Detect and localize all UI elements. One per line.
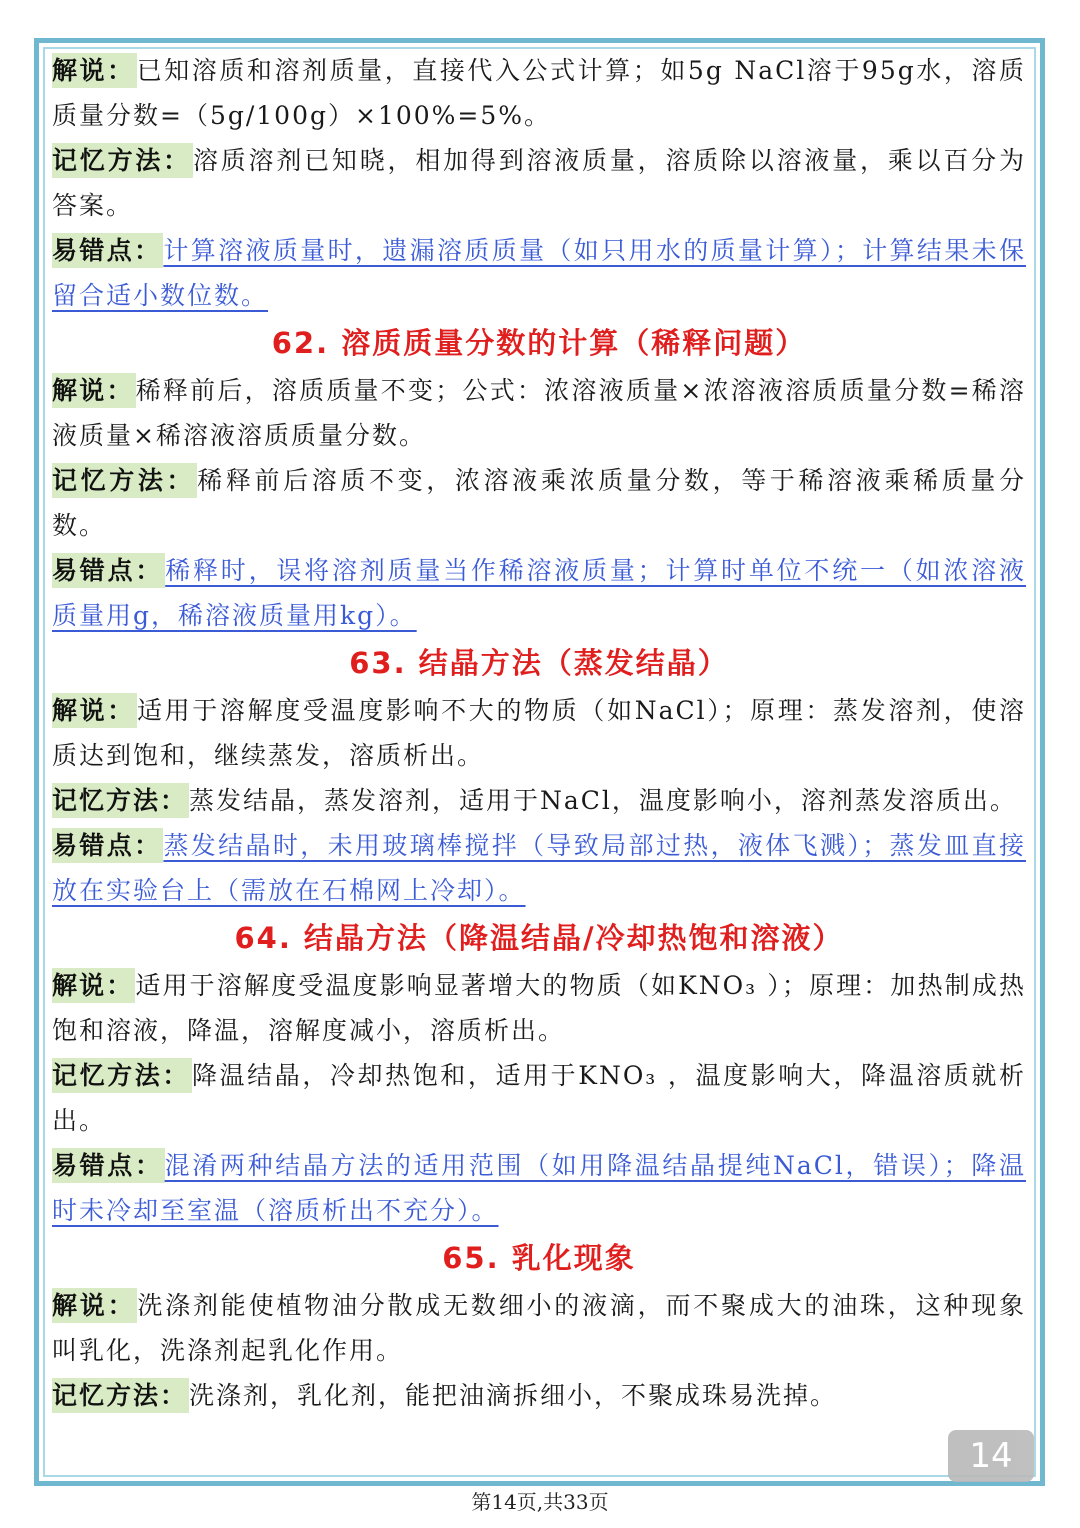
memory-text: 降温结晶，冷却热饱和，适用于KNO₃ ，温度影响大，降温溶质就析出。 xyxy=(52,1061,1026,1135)
memory-text: 蒸发结晶，蒸发溶剂，适用于NaCl，温度影响小，溶剂蒸发溶质出。 xyxy=(189,786,1017,815)
section-62-title: 62. 溶质质量分数的计算（稀释问题） xyxy=(271,326,807,360)
s62-explain xyxy=(52,368,1026,458)
error-text: 混淆两种结晶方法的适用范围（如用降温结晶提纯NaCl，错误）；降温时未冷却至室温（溶质析出不充分）。 xyxy=(52,1151,1026,1225)
s65-memory xyxy=(52,1373,1026,1418)
memory-label: 记忆方法： xyxy=(52,1378,189,1413)
s63-error xyxy=(52,823,1026,913)
error-text: 计算溶液质量时，遗漏溶质质量（如只用水的质量计算）；计算结果未保留合适小数位数。 xyxy=(52,236,1026,310)
error-text: 稀释时，误将溶剂质量当作稀溶液质量；计算时单位不统一（如浓溶液质量用g，稀溶液质量用kg）。 xyxy=(52,556,1026,630)
explain-text: 已知溶质和溶剂质量，直接代入公式计算；如5g NaCl溶于95g水，溶质质量分数=（5g/100g）×100%=5%。 xyxy=(52,56,1026,130)
error-label: 易错点： xyxy=(52,233,163,268)
s64-explain xyxy=(52,963,1026,1053)
error-label: 易错点： xyxy=(52,553,165,588)
top-error xyxy=(52,228,1026,318)
section-63-title: 63. 结晶方法（蒸发结晶） xyxy=(349,646,729,680)
memory-label: 记忆方法： xyxy=(52,463,197,498)
error-text: 蒸发结晶时，未用玻璃棒搅拌（导致局部过热，液体飞溅）；蒸发皿直接放在实验台上（需放在石棉网上冷却）。 xyxy=(52,831,1026,905)
explain-label: 解说： xyxy=(52,53,137,88)
top-memory xyxy=(52,138,1026,228)
memory-text: 溶质溶剂已知晓，相加得到溶液质量，溶质除以溶液量，乘以百分为答案。 xyxy=(52,146,1026,220)
memory-text: 洗涤剂，乳化剂，能把油滴拆细小，不聚成珠易洗掉。 xyxy=(189,1381,838,1410)
explain-text: 稀释前后，溶质质量不变；公式：浓溶液质量×浓溶液溶质质量分数=稀溶液质量×稀溶液溶质质量分数。 xyxy=(52,376,1026,450)
section-64-title: 64. 结晶方法（降温结晶/冷却热饱和溶液） xyxy=(234,921,844,955)
page-footer: 第14页,共33页 xyxy=(471,1490,609,1514)
memory-text: 稀释前后溶质不变，浓溶液乘浓质量分数，等于稀溶液乘稀质量分数。 xyxy=(52,466,1026,540)
top-explain xyxy=(52,48,1026,138)
document-body xyxy=(52,48,1026,1418)
explain-label: 解说： xyxy=(52,373,136,408)
error-label: 易错点： xyxy=(52,828,163,863)
explain-label: 解说： xyxy=(52,693,137,728)
s65-explain xyxy=(52,1283,1026,1373)
explain-label: 解说： xyxy=(52,1288,137,1323)
explain-text: 适用于溶解度受温度影响不大的物质（如NaCl）；原理：蒸发溶剂，使溶质达到饱和，继续蒸发，溶质析出。 xyxy=(52,696,1026,770)
explain-text: 洗涤剂能使植物油分散成无数细小的液滴，而不聚成大的油珠，这种现象叫乳化，洗涤剂起乳化作用。 xyxy=(52,1291,1026,1365)
s63-explain xyxy=(52,688,1026,778)
page-number-badge: 14 xyxy=(948,1430,1034,1482)
explain-text: 适用于溶解度受温度影响显著增大的物质（如KNO₃ ）；原理：加热制成热饱和溶液，降温，溶解度减小，溶质析出。 xyxy=(52,971,1026,1045)
memory-label: 记忆方法： xyxy=(52,1058,192,1093)
memory-label: 记忆方法： xyxy=(52,143,193,178)
s64-error xyxy=(52,1143,1026,1233)
s62-error xyxy=(52,548,1026,638)
memory-label: 记忆方法： xyxy=(52,783,189,818)
s62-memory xyxy=(52,458,1026,548)
explain-label: 解说： xyxy=(52,968,135,1003)
section-65-title: 65. 乳化现象 xyxy=(442,1241,636,1275)
s64-memory xyxy=(52,1053,1026,1143)
s63-memory xyxy=(52,778,1026,823)
error-label: 易错点： xyxy=(52,1148,165,1183)
